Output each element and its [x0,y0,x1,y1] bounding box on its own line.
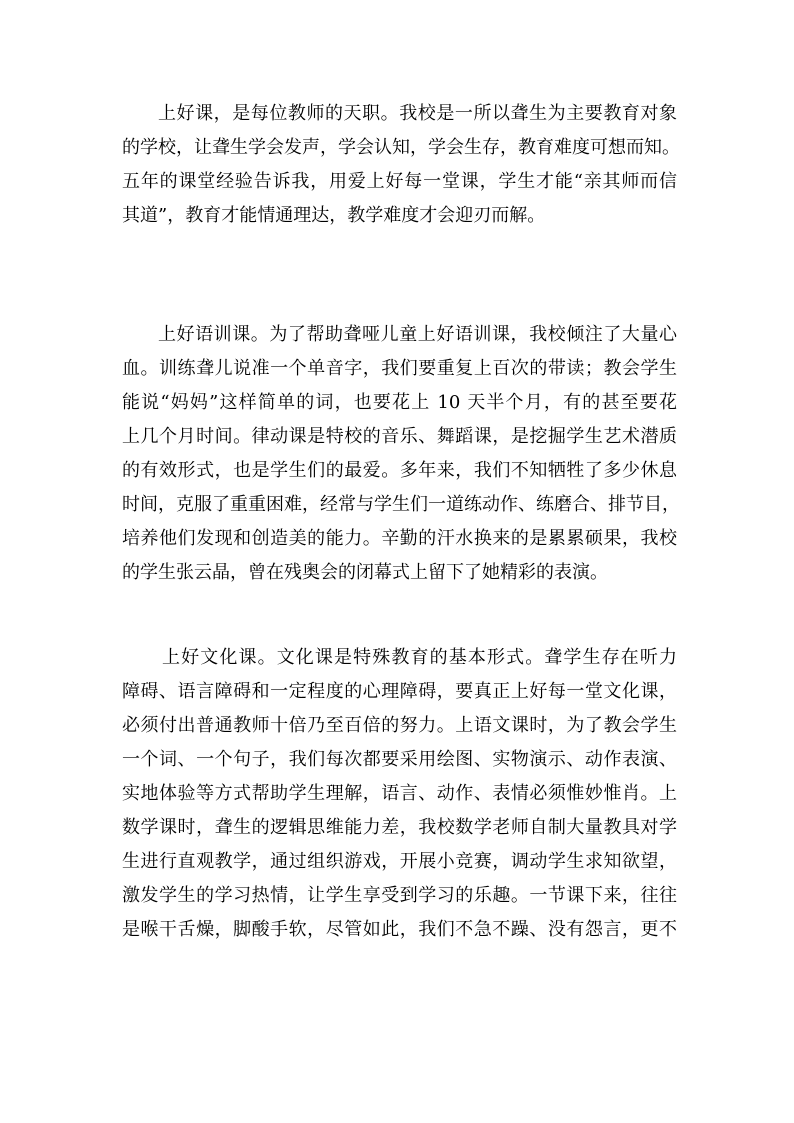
text-line: 的学生张云晶，曾在残奥会的闭幕式上留下了她精彩的表演。 [122,562,608,583]
text-line: 是喉干舌燥，脚酸手软，尽管如此，我们不急不躁、没有怨言，更不 [122,919,677,940]
text-line: 其道”，教育才能情通理达，教学难度才会迎刃而解。 [122,205,546,226]
text-line: 的有效形式，也是学生们的最爱。多年来，我们不知牺牲了多少休息 [122,460,677,481]
paragraph-culture-lessons [122,641,677,947]
text-line: 上好课，是每位教师的天职。我校是一所以聋生为主要教育对象 [158,103,677,124]
text-line: 能说“妈妈”这样简单的词，也要花上 10 天半个月，有的甚至要花 [122,392,677,413]
text-line: 数学课时，聋生的逻辑思维能力差，我校数学老师自制大量教具对学 [122,817,677,838]
paragraph-good-lessons [122,97,680,233]
text-line: 时间，克服了重重困难，经常与学生们一道练动作、练磨合、排节目， [122,494,680,515]
text-line: 上好语训课。为了帮助聋哑儿童上好语训课，我校倾注了大量心 [158,324,677,345]
text-line: 一个词、一个句子，我们每次都要采用绘图、实物演示、动作表演、 [122,749,677,770]
text-line: 实地体验等方式帮助学生理解，语言、动作、表情必须惟妙惟肖。上 [122,783,677,804]
text-line: 培养他们发现和创造美的能力。辛勤的汗水换来的是累累硕果，我校 [122,528,677,549]
text-line: 五年的课堂经验告诉我，用爱上好每一堂课，学生才能“亲其师而信 [122,171,677,192]
text-line: 必须付出普通教师十倍乃至百倍的努力。上语文课时，为了教会学生 [122,715,677,736]
text-line: 障碍、语言障碍和一定程度的心理障碍，要真正上好每一堂文化课， [122,681,677,702]
text-line: 生进行直观教学，通过组织游戏，开展小竞赛，调动学生求知欲望， [122,851,677,872]
text-line: 的学校，让聋生学会发声，学会认知，学会生存，教育难度可想而知。 [122,137,680,158]
text-line: 上好文化课。文化课是特殊教育的基本形式。聋学生存在听力 [162,647,677,668]
text-line: 激发学生的学习热情，让学生享受到学习的乐趣。一节课下来，往往 [122,885,677,906]
paragraph-speech-training [122,318,680,590]
text-line: 血。训练聋儿说准一个单音字，我们要重复上百次的带读；教会学生 [122,358,677,379]
text-line: 上几个月时间。律动课是特校的音乐、舞蹈课，是挖掘学生艺术潜质 [122,426,677,447]
